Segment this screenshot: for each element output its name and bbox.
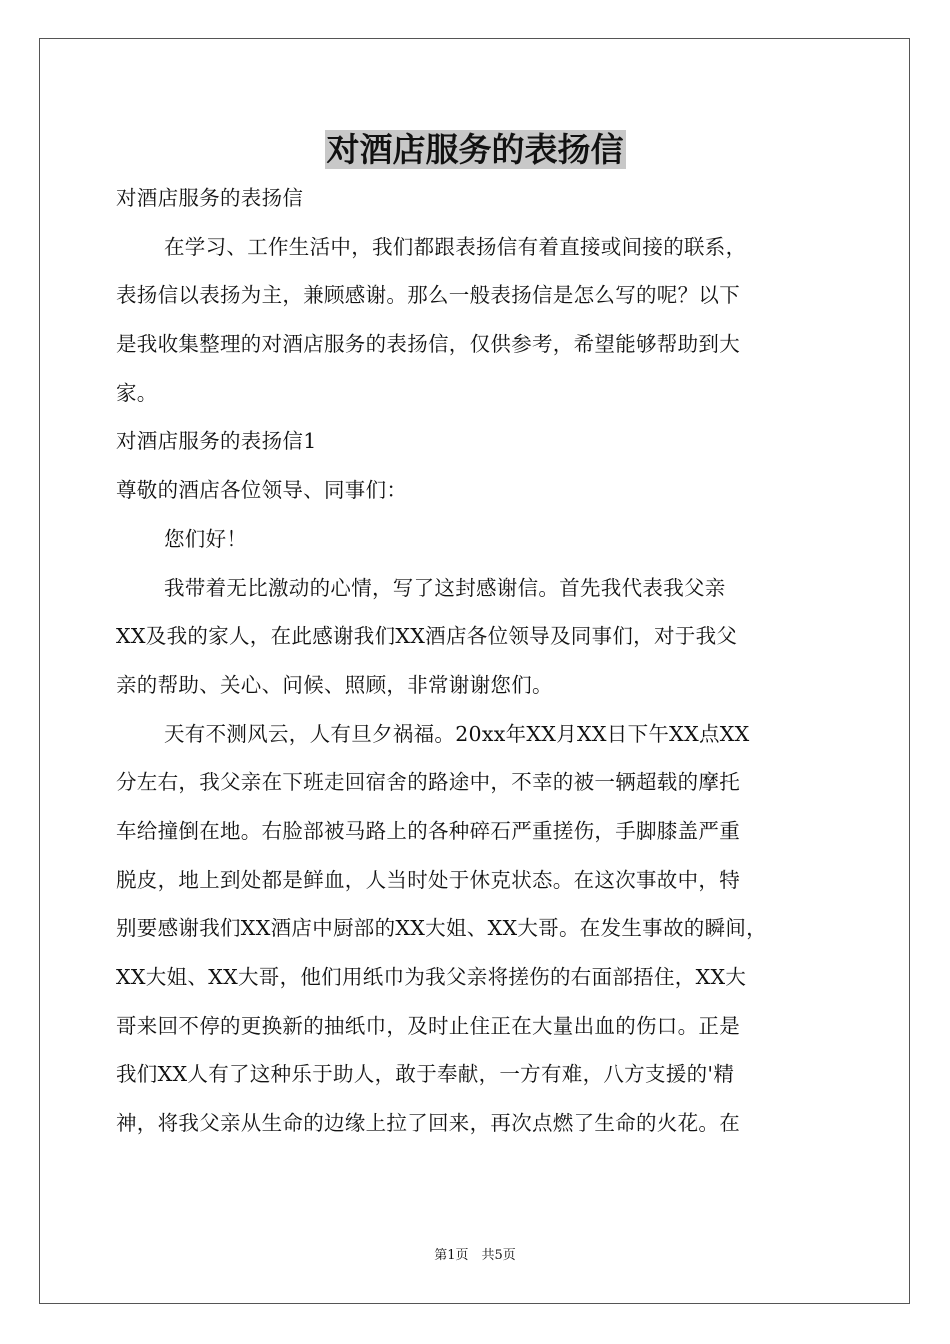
salutation-line: 尊敬的酒店各位领导、同事们：: [116, 478, 408, 503]
greeting-line: 您们好！: [164, 526, 248, 551]
paragraph-line: 哥来回不停的更换新的抽纸巾，及时止住正在大量出血的伤口。正是: [116, 1013, 740, 1038]
document-body: [116, 174, 838, 1148]
paragraph-line: 我们XX人有了这种乐于助人，敢于奉献，一方有难，八方支援的'精: [116, 1062, 735, 1087]
paragraph-line: 我带着无比激动的心情，写了这封感谢信。首先我代表我父亲: [164, 575, 726, 600]
paragraph-line: 在学习、工作生活中，我们都跟表扬信有着直接或间接的联系，: [164, 234, 747, 259]
paragraph-line: 分左右，我父亲在下班走回宿舍的路途中，不幸的被一辆超载的摩托: [116, 770, 740, 795]
paragraph-line: XX大姐、XX大哥，他们用纸巾为我父亲将搓伤的右面部捂住，XX大: [116, 965, 747, 989]
document-title-text: 对酒店服务的表扬信: [326, 130, 624, 169]
paragraph-line: 神，将我父亲从生命的边缘上拉了回来，再次点燃了生命的火花。在: [116, 1111, 740, 1136]
paragraph-line: 天有不测风云，人有旦夕祸福。20xx年XX月XX日下午XX点XX: [164, 721, 750, 746]
document-title: [0, 126, 950, 174]
paragraph-line: 别要感谢我们XX酒店中厨部的XX大姐、XX大哥。在发生事故的瞬间，: [116, 916, 767, 941]
page-footer: 第1页 共5页: [434, 1248, 516, 1263]
paragraph-line: 亲的帮助、关心、问候、照顾，非常谢谢您们。: [116, 672, 553, 697]
paragraph-line: 车给撞倒在地。右脸部被马路上的各种碎石严重搓伤，手脚膝盖严重: [116, 818, 740, 843]
section-heading: 对酒店服务的表扬信1: [116, 429, 317, 454]
paragraph-line: 是我收集整理的对酒店服务的表扬信，仅供参考，希望能够帮助到大: [116, 332, 740, 357]
paragraph-line: 家。: [116, 380, 158, 405]
paragraph-line: 脱皮，地上到处都是鲜血，人当时处于休克状态。在这次事故中，特: [116, 867, 740, 892]
paragraph-line: XX及我的家人，在此感谢我们XX酒店各位领导及同事们，对于我父: [116, 624, 738, 649]
paragraph-line: 表扬信以表扬为主，兼顾感谢。那么一般表扬信是怎么写的呢？以下: [116, 283, 740, 308]
subtitle-line: 对酒店服务的表扬信: [116, 186, 304, 210]
